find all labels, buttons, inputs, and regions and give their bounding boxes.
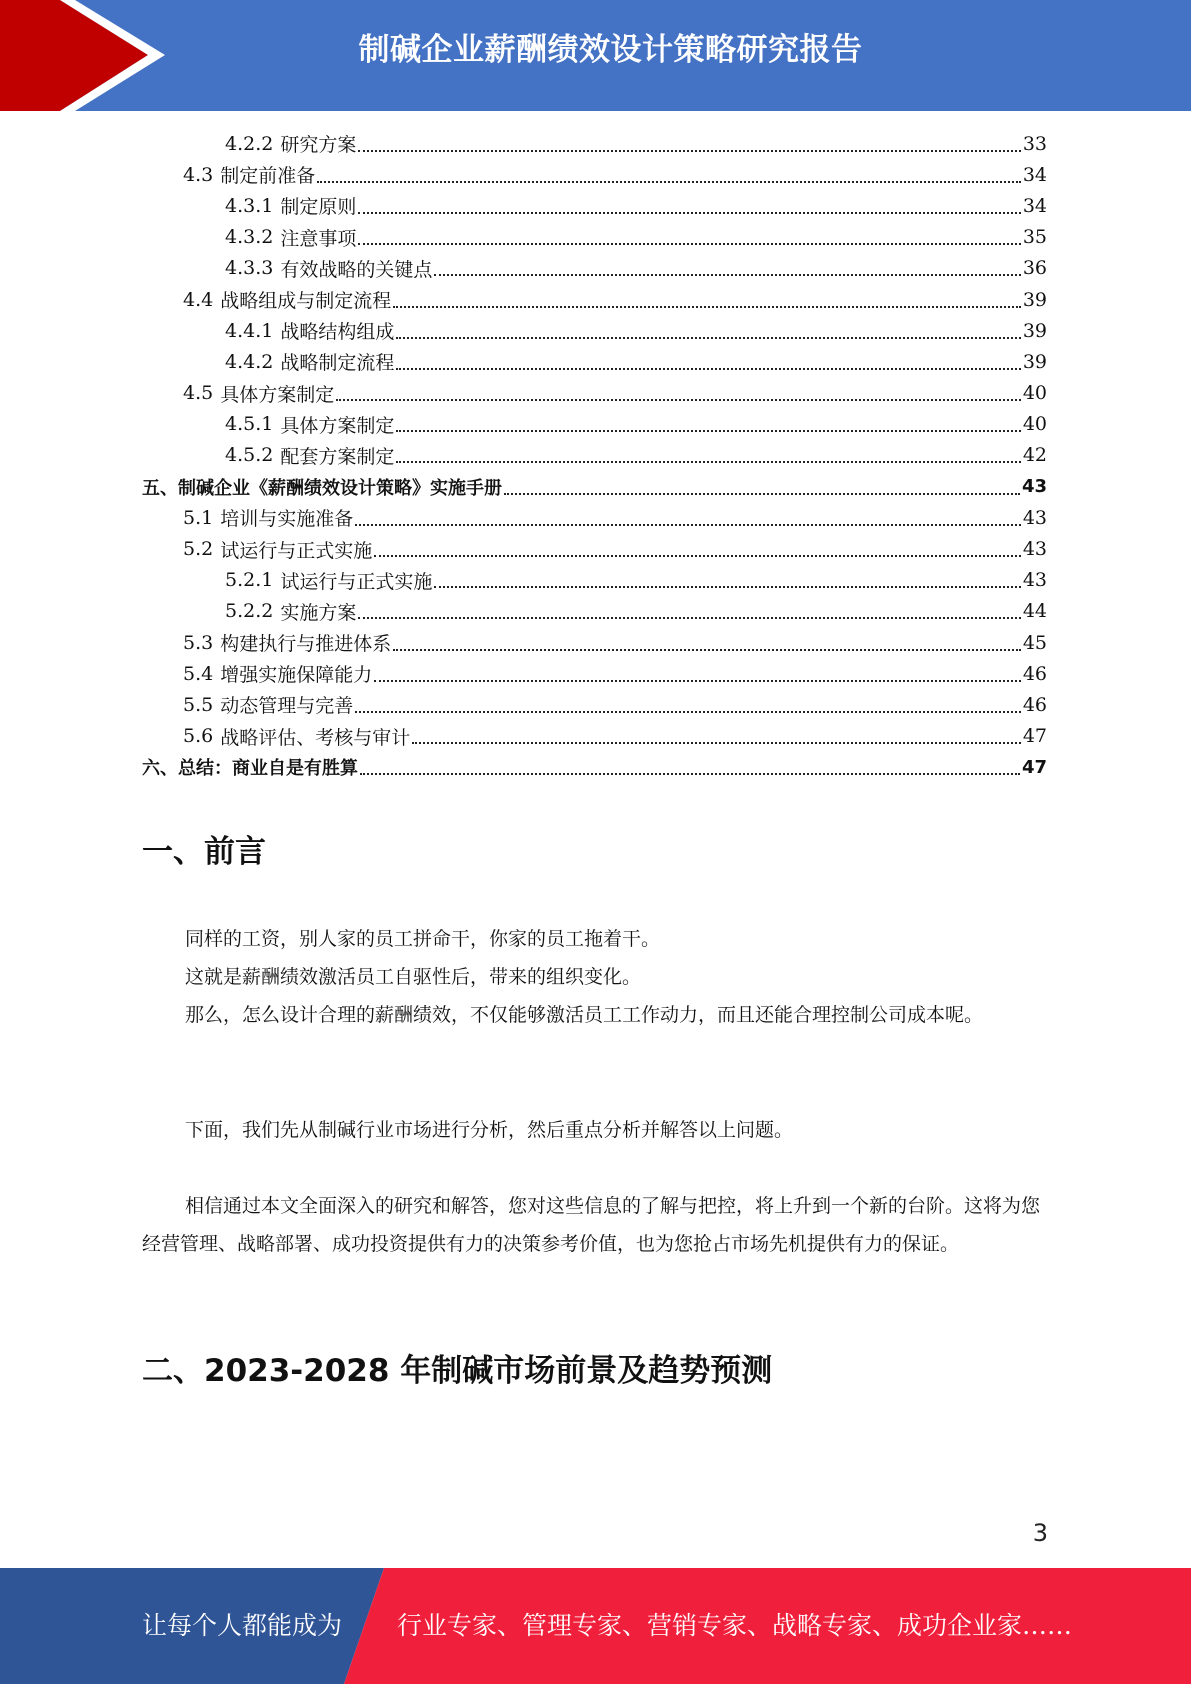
toc-entry-label: 五、制碱企业《薪酬绩效设计策略》实施手册 [142,477,502,499]
toc-entry-number: 4.4.1 [225,319,274,342]
toc-entry[interactable] [142,315,1047,346]
toc-dot-leader [393,306,1021,308]
toc-dot-leader [374,680,1021,682]
toc-entry-number: 5.2 [183,538,214,561]
toc-entry[interactable] [142,284,1047,315]
toc-entry[interactable] [142,689,1047,720]
toc-entry-label: 动态管理与完善 [220,695,354,718]
toc-entry[interactable] [142,128,1047,159]
toc-entry-label: 具体方案制定 [280,414,395,437]
toc-entry-label: 试运行与正式实施 [220,539,373,562]
toc-entry[interactable] [142,596,1047,627]
toc-dot-leader [355,711,1021,713]
page-number: 3 [1032,1519,1048,1547]
toc-chapter-entry[interactable] [142,752,1047,783]
toc-entry-page: 46 [1022,693,1047,716]
toc-entry-label: 有效战略的关键点 [280,258,433,281]
toc-entry-page: 42 [1022,444,1047,467]
toc-entry[interactable] [142,190,1047,221]
toc-entry-number: 4.5.2 [225,444,274,467]
toc-entry[interactable] [142,565,1047,596]
toc-entry-page: 44 [1022,600,1047,623]
toc-entry-number: 5.5 [183,693,214,716]
toc-entry[interactable] [142,222,1047,253]
toc-dot-leader [434,274,1020,276]
toc-entry-number: 5.3 [183,631,214,654]
toc-entry[interactable] [142,346,1047,377]
toc-entry-label: 实施方案 [280,601,357,624]
section-heading-market-forecast: 二、2023-2028 年制碱市场前景及趋势预测 [142,1353,773,1389]
toc-entry-label: 研究方案 [280,134,357,157]
toc-entry-page: 46 [1022,662,1047,685]
toc-entry-label: 战略评估、考核与审计 [220,726,411,749]
paragraph: 这就是薪酬绩效激活员工自驱性后，带来的组织变化。 [185,966,642,988]
toc-entry-number: 4.3.2 [225,226,274,249]
toc-chapter-entry[interactable] [142,471,1047,502]
paragraph: 同样的工资，别人家的员工拼命干，你家的员工拖着干。 [185,928,661,950]
toc-dot-leader [358,150,1020,152]
toc-entry-number: 4.4.2 [225,350,274,373]
toc-dot-leader [434,586,1020,588]
toc-entry-label: 制定前准备 [220,165,316,188]
toc-entry-label: 构建执行与推进体系 [220,633,392,656]
toc-entry-label: 培训与实施准备 [220,508,354,531]
header-title: 制碱企业薪酬绩效设计策略研究报告 [358,32,863,68]
toc-entry-label: 六、总结：商业自是有胜算 [142,758,358,780]
footer-slogan-right: 行业专家、管理专家、营销专家、战略专家、成功企业家…… [397,1611,1073,1640]
toc-entry-label: 战略结构组成 [280,321,395,344]
toc-entry-page: 34 [1022,194,1047,217]
toc-entry[interactable] [142,627,1047,658]
toc-entry-page: 43 [1022,569,1047,592]
toc-entry-number: 5.6 [183,725,214,748]
paragraph: 下面，我们先从制碱行业市场进行分析，然后重点分析并解答以上问题。 [185,1119,794,1141]
toc-entry-page: 43 [1022,538,1047,561]
toc-dot-leader [396,337,1020,339]
page-header [0,0,1191,111]
toc-dot-leader [355,524,1021,526]
toc-entry-number: 4.2.2 [225,132,274,155]
paragraph: 相信通过本文全面深入的研究和解答，您对这些信息的了解与把控，将上升到一个新的台阶。这将为您经营管理、战略部署、成功投资提供有力的决策参考价值，也为您抢占市场先机提供有力的保证。 [142,1195,1041,1255]
toc-dot-leader [358,243,1020,245]
toc-entry-page: 43 [1021,476,1047,498]
toc-entry-number: 4.3 [183,163,214,186]
toc-entry-label: 配套方案制定 [280,445,395,468]
toc-entry[interactable] [142,658,1047,689]
toc-entry-number: 4.3.3 [225,257,274,280]
toc-entry-label: 制定原则 [280,196,357,219]
toc-entry[interactable] [142,440,1047,471]
toc-entry-number: 4.3.1 [225,194,274,217]
toc-dot-leader [360,773,1020,775]
toc-entry[interactable] [142,502,1047,533]
toc-entry-number: 5.2.1 [225,569,274,592]
toc-entry[interactable] [142,159,1047,190]
toc-entry-number: 4.5.1 [225,413,274,436]
toc-dot-leader [358,617,1020,619]
toc-entry-number: 4.4 [183,288,214,311]
toc-entry-page: 39 [1022,288,1047,311]
toc-entry-page: 36 [1022,257,1047,280]
toc-entry-number: 4.5 [183,382,214,405]
toc-entry[interactable] [142,721,1047,752]
toc-entry-page: 47 [1021,756,1047,778]
toc-entry-page: 43 [1022,506,1047,529]
toc-dot-leader [358,212,1020,214]
toc-dot-leader [412,742,1021,744]
toc-dot-leader [396,430,1020,432]
toc-entry-page: 39 [1022,350,1047,373]
toc-entry-page: 47 [1022,725,1047,748]
toc-entry-page: 34 [1022,163,1047,186]
page-footer [0,1568,1191,1684]
toc-entry-page: 33 [1022,132,1047,155]
toc-entry-page: 40 [1022,382,1047,405]
toc-entry-label: 试运行与正式实施 [280,570,433,593]
toc-entry-label: 增强实施保障能力 [220,664,373,687]
toc-dot-leader [336,399,1021,401]
toc-dot-leader [393,649,1021,651]
footer-slogan-left: 让每个人都能成为 [142,1611,343,1640]
toc-entry-label: 注意事项 [280,227,357,250]
toc-entry-page: 39 [1022,319,1047,342]
toc-dot-leader [504,493,1020,495]
toc-dot-leader [396,368,1020,370]
toc-dot-leader [374,555,1021,557]
toc-entry[interactable] [142,533,1047,564]
toc-dot-leader [317,181,1021,183]
toc-entry[interactable] [142,253,1047,284]
toc-entry[interactable] [142,409,1047,440]
toc-entry-page: 35 [1022,226,1047,249]
toc-entry-label: 战略组成与制定流程 [220,290,392,313]
toc-entry-number: 5.4 [183,662,214,685]
table-of-contents [142,128,1047,783]
paragraph: 那么，怎么设计合理的薪酬绩效，不仅能够激活员工工作动力，而且还能合理控制公司成本呢。 [185,1004,984,1026]
toc-dot-leader [396,461,1020,463]
toc-entry-page: 40 [1022,413,1047,436]
toc-entry-page: 45 [1022,631,1047,654]
toc-entry-label: 具体方案制定 [220,383,335,406]
toc-entry[interactable] [142,378,1047,409]
section-heading-preface: 一、前言 [142,834,266,870]
toc-entry-label: 战略制定流程 [280,352,395,375]
toc-entry-number: 5.2.2 [225,600,274,623]
toc-entry-number: 5.1 [183,506,214,529]
